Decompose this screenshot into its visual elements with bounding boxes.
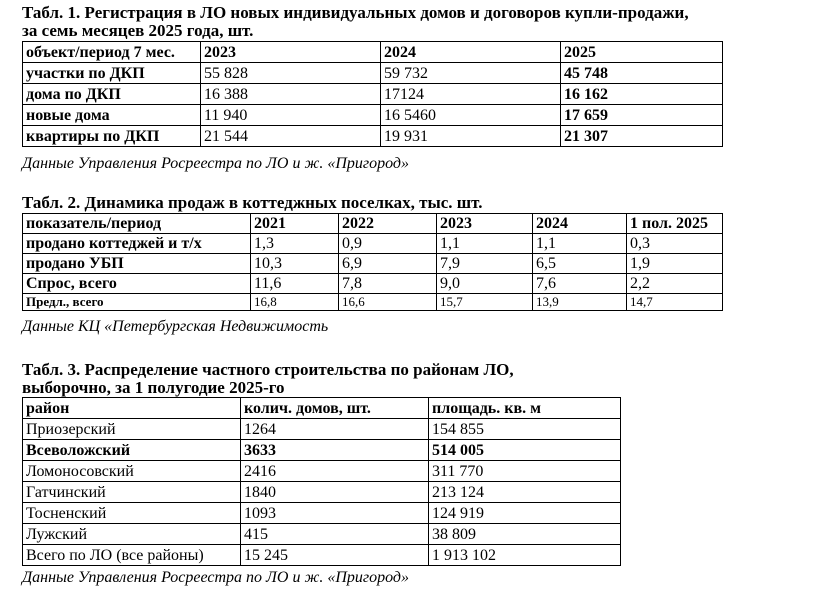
- row-label: квартиры по ДКП: [23, 126, 201, 147]
- row-label: Приозерский: [23, 419, 241, 440]
- table-cell: 45 748: [561, 63, 723, 84]
- table-header-cell: 1 пол. 2025: [627, 214, 723, 234]
- table-cell: 17 659: [561, 105, 723, 126]
- row-label: новые дома: [23, 105, 201, 126]
- table-cell: 2,2: [627, 274, 723, 294]
- row-label: Всего по ЛО (все районы): [23, 545, 241, 566]
- row-label: Всеволожский: [23, 440, 241, 461]
- table-cell: 1,9: [627, 254, 723, 274]
- table2-header-row: [23, 214, 723, 234]
- table-cell: 415: [241, 524, 429, 545]
- table3-caption-line2: выборочно, за 1 полугодие 2025-го: [22, 378, 285, 397]
- table-cell: 7,8: [339, 274, 437, 294]
- table-row: [23, 440, 621, 461]
- table-cell: 9,0: [437, 274, 533, 294]
- table-cell: 6,9: [339, 254, 437, 274]
- table-cell: 11,6: [251, 274, 339, 294]
- table-cell: 55 828: [201, 63, 381, 84]
- table-cell: 17124: [381, 84, 561, 105]
- row-label: дома по ДКП: [23, 84, 201, 105]
- table1-caption-line2: за семь месяцев 2025 года, шт.: [22, 21, 254, 40]
- table1: [22, 41, 723, 147]
- row-label: участки по ДКП: [23, 63, 201, 84]
- table-header-cell: площадь. кв. м: [429, 398, 621, 419]
- table-cell: 2416: [241, 461, 429, 482]
- table1-source: Данные Управления Росреестра по ЛО и ж. «Пригород»: [22, 155, 410, 172]
- table-cell: 1 913 102: [429, 545, 621, 566]
- table-header-cell: 2023: [201, 42, 381, 63]
- table-header-cell: 2024: [533, 214, 627, 234]
- table3-source: Данные Управления Росреестра по ЛО и ж. «Пригород»: [22, 569, 410, 586]
- table-cell: 16,6: [339, 294, 437, 311]
- table-row: [23, 461, 621, 482]
- table-cell: 514 005: [429, 440, 621, 461]
- table-row: [23, 234, 723, 254]
- table-header-cell: 2022: [339, 214, 437, 234]
- table1-caption-line1: Табл. 1. Регистрация в ЛО новых индивидуальных домов и договоров купли-продажи,: [22, 3, 689, 22]
- table-header-cell: 2023: [437, 214, 533, 234]
- table-cell: 1264: [241, 419, 429, 440]
- table-cell: 213 124: [429, 482, 621, 503]
- table-header-cell: показатель/период: [23, 214, 251, 234]
- table-cell: 1,3: [251, 234, 339, 254]
- table-cell: 15,7: [437, 294, 533, 311]
- row-label: Тосненский: [23, 503, 241, 524]
- table-row: [23, 294, 723, 311]
- table-header-cell: 2021: [251, 214, 339, 234]
- row-label: продано коттеджей и т/х: [23, 234, 251, 254]
- row-label: Гатчинский: [23, 482, 241, 503]
- table-cell: 1,1: [437, 234, 533, 254]
- table-cell: 1,1: [533, 234, 627, 254]
- table-cell: 311 770: [429, 461, 621, 482]
- table-cell: 16,8: [251, 294, 339, 311]
- table-row: [23, 419, 621, 440]
- table-cell: 11 940: [201, 105, 381, 126]
- table-cell: 13,9: [533, 294, 627, 311]
- table3-header-row: [23, 398, 621, 419]
- row-label: Предл., всего: [23, 294, 251, 311]
- table-row: [23, 503, 621, 524]
- row-label: Ломоносовский: [23, 461, 241, 482]
- table2-caption: Табл. 2. Динамика продаж в коттеджных поселках, тыс. шт.: [22, 193, 483, 212]
- table-cell: 6,5: [533, 254, 627, 274]
- table-header-cell: колич. домов, шт.: [241, 398, 429, 419]
- row-label: Спрос, всего: [23, 274, 251, 294]
- table2-source: Данные КЦ «Петербургская Недвижимость: [22, 318, 329, 335]
- table-cell: 19 931: [381, 126, 561, 147]
- table-header-cell: 2024: [381, 42, 561, 63]
- table-row: [23, 524, 621, 545]
- table-row: [23, 254, 723, 274]
- table-cell: 154 855: [429, 419, 621, 440]
- table-row: [23, 63, 723, 84]
- table-cell: 16 5460: [381, 105, 561, 126]
- table-cell: 124 919: [429, 503, 621, 524]
- table-row: [23, 482, 621, 503]
- table-row: [23, 126, 723, 147]
- table-cell: 16 388: [201, 84, 381, 105]
- table-row: [23, 274, 723, 294]
- table-cell: 3633: [241, 440, 429, 461]
- table-cell: 7,9: [437, 254, 533, 274]
- table-cell: 1093: [241, 503, 429, 524]
- table-row: [23, 545, 621, 566]
- table-header-cell: район: [23, 398, 241, 419]
- table1-header-row: [23, 42, 723, 63]
- table-header-cell: объект/период 7 мес.: [23, 42, 201, 63]
- row-label: продано УБП: [23, 254, 251, 274]
- table-cell: 7,6: [533, 274, 627, 294]
- table-cell: 10,3: [251, 254, 339, 274]
- table-cell: 16 162: [561, 84, 723, 105]
- table-cell: 0,9: [339, 234, 437, 254]
- table-header-cell: 2025: [561, 42, 723, 63]
- table-cell: 59 732: [381, 63, 561, 84]
- table3: [22, 397, 621, 566]
- table-cell: 21 544: [201, 126, 381, 147]
- row-label: Лужский: [23, 524, 241, 545]
- table-cell: 1840: [241, 482, 429, 503]
- table2: [22, 213, 723, 311]
- table3-caption-line1: Табл. 3. Распределение частного строительства по районам ЛО,: [22, 360, 514, 379]
- table-row: [23, 105, 723, 126]
- table-cell: 21 307: [561, 126, 723, 147]
- table-cell: 14,7: [627, 294, 723, 311]
- table-cell: 38 809: [429, 524, 621, 545]
- table-cell: 15 245: [241, 545, 429, 566]
- table-cell: 0,3: [627, 234, 723, 254]
- table-row: [23, 84, 723, 105]
